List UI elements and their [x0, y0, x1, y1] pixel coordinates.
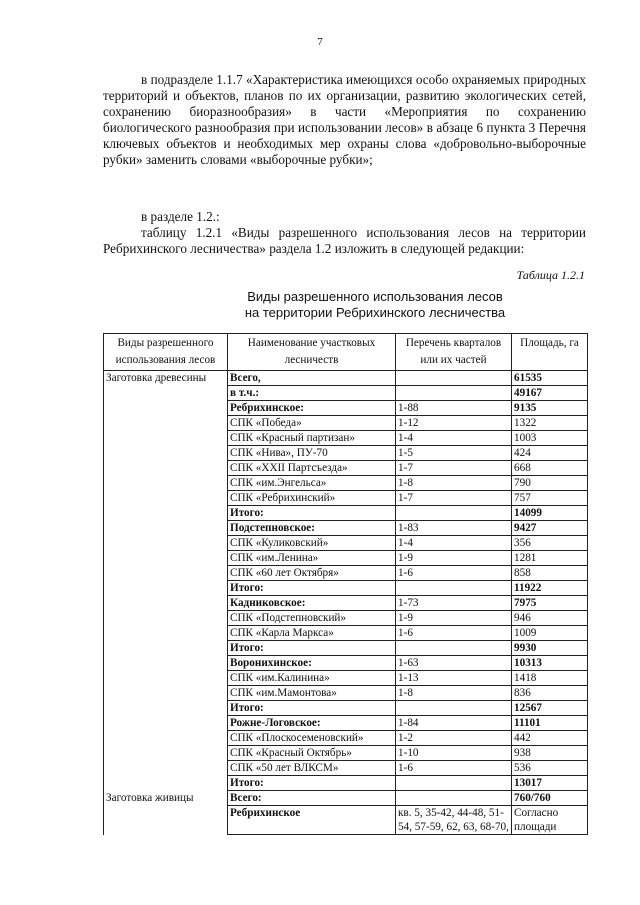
forest-use-table	[103, 333, 588, 835]
cell-forestry-name: Ребрихинское	[228, 806, 396, 835]
table-row	[104, 566, 588, 581]
cell-quarters: 1-13	[396, 671, 512, 686]
cell-area: 668	[512, 461, 588, 476]
cell-area: 1418	[512, 671, 588, 686]
cell-quarters: 1-5	[396, 446, 512, 461]
cell-use-type	[104, 446, 228, 461]
cell-use-type	[104, 491, 228, 506]
cell-quarters: 1-6	[396, 626, 512, 641]
cell-area: 760/760	[512, 791, 588, 806]
table-row	[104, 686, 588, 701]
cell-use-type	[104, 641, 228, 656]
cell-use-type	[104, 746, 228, 761]
table-row	[104, 536, 588, 551]
cell-area: 9135	[512, 401, 588, 416]
cell-forestry-name: СПК «Плоскосеменовский»	[228, 731, 396, 746]
cell-quarters: 1-73	[396, 596, 512, 611]
cell-quarters: 1-8	[396, 686, 512, 701]
cell-forestry-name: СПК «им.Калинина»	[228, 671, 396, 686]
table-row	[104, 761, 588, 776]
cell-use-type	[104, 671, 228, 686]
cell-forestry-name: Кадниковское:	[228, 596, 396, 611]
cell-forestry-name: СПК «им.Ленина»	[228, 551, 396, 566]
cell-quarters: 1-63	[396, 656, 512, 671]
table-title	[210, 289, 540, 321]
cell-forestry-name: СПК «XXII Партсъезда»	[228, 461, 396, 476]
cell-forestry-name: Итого:	[228, 506, 396, 521]
page-number: 7	[317, 36, 323, 48]
cell-area: 14099	[512, 506, 588, 521]
cell-use-type	[104, 476, 228, 491]
cell-forestry-name: Итого:	[228, 641, 396, 656]
cell-use-type	[104, 596, 228, 611]
cell-forestry-name: СПК «Подстепновский»	[228, 611, 396, 626]
cell-area: 7975	[512, 596, 588, 611]
instruction-paragraph: таблицу 1.2.1 «Виды разрешенного использования лесов на территории Ребрихинского лесничества» раздела 1.2 изложить в следующей редакции:	[103, 225, 586, 256]
cell-area: 858	[512, 566, 588, 581]
table-row	[104, 401, 588, 416]
cell-use-type	[104, 731, 228, 746]
cell-area: 1322	[512, 416, 588, 431]
cell-use-type	[104, 461, 228, 476]
cell-forestry-name: Итого:	[228, 581, 396, 596]
cell-area: 536	[512, 761, 588, 776]
cell-area: 1281	[512, 551, 588, 566]
cell-forestry-name: в т.ч.:	[228, 386, 396, 401]
cell-quarters	[396, 386, 512, 401]
cell-use-type	[104, 776, 228, 791]
cell-area	[512, 806, 588, 835]
cell-quarters	[396, 371, 512, 386]
cell-quarters: 1-7	[396, 461, 512, 476]
cell-forestry-name: Подстепновское:	[228, 521, 396, 536]
cell-quarters	[396, 581, 512, 596]
cell-quarters: 1-10	[396, 746, 512, 761]
cell-use-type	[104, 761, 228, 776]
cell-area: 757	[512, 491, 588, 506]
table-row	[104, 431, 588, 446]
cell-forestry-name: СПК «Победа»	[228, 416, 396, 431]
cell-use-type	[104, 686, 228, 701]
header-area: Площадь, га	[512, 334, 588, 371]
cell-area: 11922	[512, 581, 588, 596]
quarters-line-1: кв. 5, 35-42, 44-48, 51-	[398, 807, 504, 819]
table-row	[104, 716, 588, 731]
table-row	[104, 551, 588, 566]
cell-forestry-name: СПК «Красный Октябрь»	[228, 746, 396, 761]
cell-use-type	[104, 506, 228, 521]
cell-area: 946	[512, 611, 588, 626]
table-title-line-1: Виды разрешенного использования лесов	[247, 289, 503, 304]
cell-area: 1003	[512, 431, 588, 446]
quarters-line-2: 54, 57-59, 62, 63, 68-70,	[398, 821, 509, 833]
table-row	[104, 611, 588, 626]
cell-forestry-name: СПК «Карла Маркса»	[228, 626, 396, 641]
header-quarters: Перечень кварталов или их частей	[396, 334, 512, 371]
cell-use-type	[104, 566, 228, 581]
cell-area: 836	[512, 686, 588, 701]
table-row	[104, 731, 588, 746]
cell-quarters	[396, 776, 512, 791]
table-row	[104, 581, 588, 596]
cell-use-type: Заготовка древесины	[104, 371, 228, 386]
cell-quarters: 1-6	[396, 761, 512, 776]
cell-forestry-name: СПК «60 лет Октября»	[228, 566, 396, 581]
cell-area: 356	[512, 536, 588, 551]
cell-quarters: 1-9	[396, 611, 512, 626]
table-header-row	[104, 334, 588, 371]
area-line-2: площади	[514, 821, 557, 833]
header-forestry-name: Наименование участковых лесничеств	[228, 334, 396, 371]
cell-use-type: Заготовка живицы	[104, 791, 228, 806]
cell-forestry-name: Итого:	[228, 776, 396, 791]
cell-quarters	[396, 701, 512, 716]
table-row	[104, 371, 588, 386]
table-row	[104, 791, 588, 806]
cell-forestry-name: СПК «им.Мамонтова»	[228, 686, 396, 701]
cell-area: 938	[512, 746, 588, 761]
cell-quarters	[396, 506, 512, 521]
cell-use-type	[104, 551, 228, 566]
intro-paragraph: в подразделе 1.1.7 «Характеристика имеющихся особо охраняемых природных территорий и объектов, планов по их организации, развитию экологических сетей, сохранению биоразнообразия» в части «Мероприятия по сохранению биологического разнообразия при использовании лесов» в абзаце 6 пункта 3 Перечня ключевых объектов и необходимых мер охраны слова «добровольно-выборочные рубки» заменить словами «выборочные рубки»;	[103, 72, 586, 167]
cell-forestry-name: СПК «Красный партизан»	[228, 431, 396, 446]
cell-quarters: 1-12	[396, 416, 512, 431]
cell-use-type	[104, 626, 228, 641]
table-row	[104, 506, 588, 521]
cell-area: 424	[512, 446, 588, 461]
cell-use-type	[104, 416, 228, 431]
cell-quarters: 1-7	[396, 491, 512, 506]
table-row	[104, 776, 588, 791]
table-row	[104, 521, 588, 536]
cell-use-type	[104, 581, 228, 596]
table-row-last	[104, 806, 588, 835]
table-row	[104, 701, 588, 716]
cell-use-type	[104, 521, 228, 536]
cell-use-type	[104, 536, 228, 551]
cell-use-type	[104, 656, 228, 671]
table-row	[104, 386, 588, 401]
cell-area: 12567	[512, 701, 588, 716]
cell-quarters: 1-4	[396, 536, 512, 551]
cell-forestry-name: СПК «Куликовский»	[228, 536, 396, 551]
cell-area: 49167	[512, 386, 588, 401]
table-reference: Таблица 1.2.1	[516, 268, 585, 282]
cell-forestry-name: Рожне-Логовское:	[228, 716, 396, 731]
cell-forestry-name: Ребрихинское:	[228, 401, 396, 416]
cell-quarters: 1-84	[396, 716, 512, 731]
cell-area: 9427	[512, 521, 588, 536]
cell-quarters: 1-9	[396, 551, 512, 566]
cell-forestry-name: СПК «Нива», ПУ-70	[228, 446, 396, 461]
section-reference: в разделе 1.2.:	[141, 209, 220, 224]
cell-quarters	[396, 806, 512, 835]
cell-area: 61535	[512, 371, 588, 386]
cell-area: 9930	[512, 641, 588, 656]
table-title-line-2: на территории Ребрихинского лесничества	[244, 305, 506, 320]
cell-use-type	[104, 611, 228, 626]
cell-forestry-name: Всего,	[228, 371, 396, 386]
cell-quarters: 1-4	[396, 431, 512, 446]
cell-area: 13017	[512, 776, 588, 791]
cell-quarters	[396, 791, 512, 806]
cell-quarters: 1-8	[396, 476, 512, 491]
cell-area: 11101	[512, 716, 588, 731]
cell-quarters: 1-88	[396, 401, 512, 416]
cell-use-type	[104, 806, 228, 835]
cell-quarters: 1-6	[396, 566, 512, 581]
cell-forestry-name: СПК «50 лет ВЛКСМ»	[228, 761, 396, 776]
cell-forestry-name: Всего:	[228, 791, 396, 806]
table-row	[104, 596, 588, 611]
cell-area: 442	[512, 731, 588, 746]
table-row	[104, 656, 588, 671]
table-row	[104, 641, 588, 656]
cell-use-type	[104, 401, 228, 416]
cell-area: 10313	[512, 656, 588, 671]
cell-quarters: 1-83	[396, 521, 512, 536]
table-row	[104, 746, 588, 761]
table-row	[104, 461, 588, 476]
cell-forestry-name: Воронихинское:	[228, 656, 396, 671]
cell-area: 790	[512, 476, 588, 491]
cell-use-type	[104, 431, 228, 446]
table-body	[104, 371, 588, 806]
cell-forestry-name: Итого:	[228, 701, 396, 716]
header-use-type: Виды разрешенного использования лесов	[104, 334, 228, 371]
table-row	[104, 491, 588, 506]
table-row	[104, 671, 588, 686]
cell-area: 1009	[512, 626, 588, 641]
cell-use-type	[104, 701, 228, 716]
cell-forestry-name: СПК «Ребрихинский»	[228, 491, 396, 506]
table-row	[104, 626, 588, 641]
cell-use-type	[104, 716, 228, 731]
cell-use-type	[104, 386, 228, 401]
cell-quarters: 1-2	[396, 731, 512, 746]
table-row	[104, 476, 588, 491]
cell-quarters	[396, 641, 512, 656]
table-row	[104, 416, 588, 431]
table-row	[104, 446, 588, 461]
cell-forestry-name: СПК «им.Энгельса»	[228, 476, 396, 491]
area-line-1: Согласно	[514, 807, 559, 819]
